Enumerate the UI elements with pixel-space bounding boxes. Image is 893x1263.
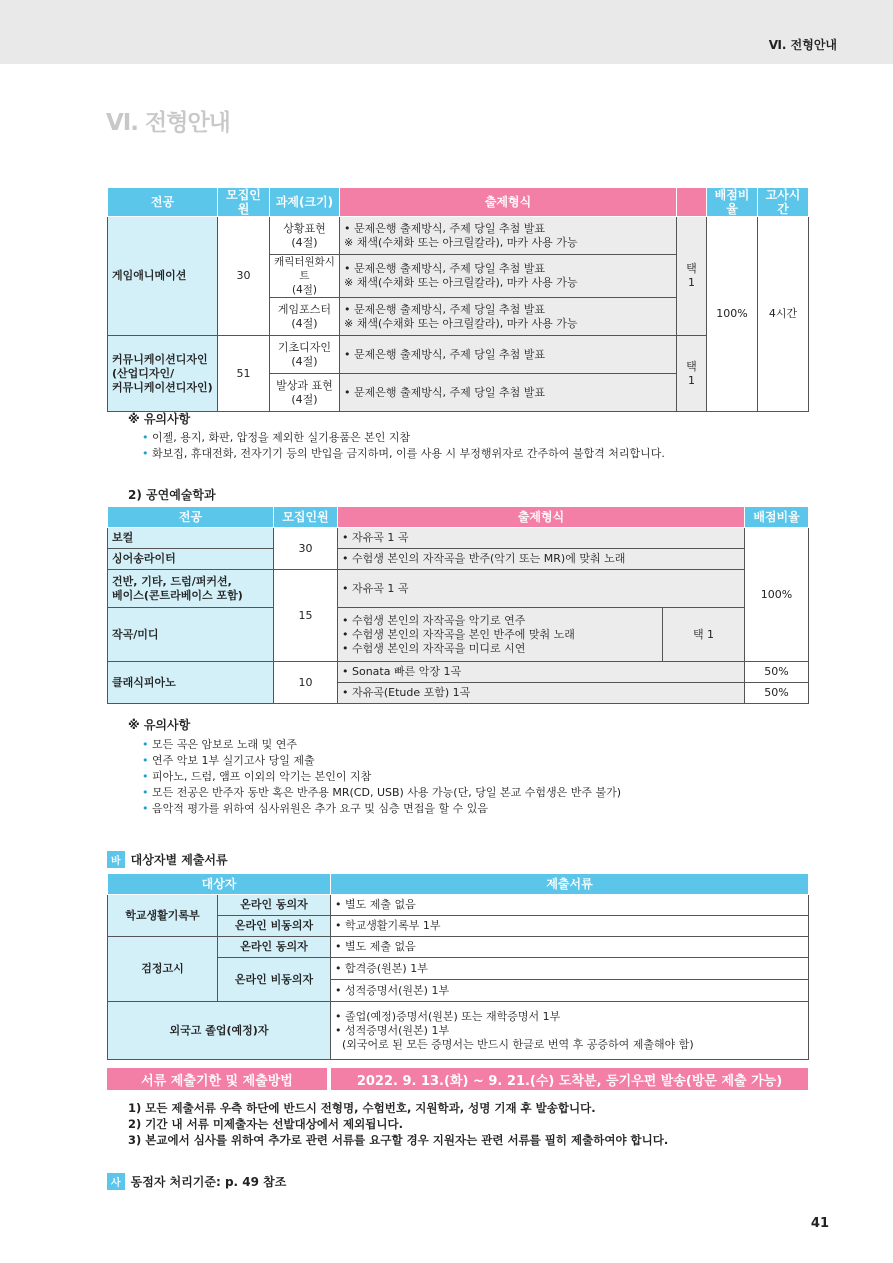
section-documents-heading — [107, 851, 228, 868]
note-item: • 피아노, 드럼, 앰프 이외의 악기는 본인이 지참 — [142, 769, 621, 785]
target-ged: 검정고시 — [108, 937, 218, 1002]
task-name: 기초디자인 (4절) — [270, 336, 340, 374]
section-title: 2) 공연예술학과 — [128, 488, 216, 502]
task-name: 캐릭터원화시트 (4절) — [270, 255, 340, 298]
note-item: • 화보집, 휴대전화, 전자기기 등의 반입을 금지하며, 이를 사용 시 부정행위자로 간주하여 불합격 처리합니다. — [142, 446, 665, 462]
docs-none: • 별도 제출 없음 — [331, 895, 809, 916]
choice-compose: 택 1 — [663, 608, 745, 662]
task-format: • 문제은행 출제방식, 주제 당일 추첨 발표 ※ 채색(수채화 또는 아크릴칼라), 마카 사용 가능 — [340, 298, 677, 336]
format-piano-2: • 자유곡(Etude 포함) 1곡 — [338, 683, 745, 704]
online-disagree: 온라인 비동의자 — [218, 958, 331, 1002]
note-item: • 모든 곡은 암보로 노래 및 연주 — [142, 737, 621, 753]
major-singer: 싱어송라이터 — [108, 549, 274, 570]
online-disagree: 온라인 비동의자 — [218, 916, 331, 937]
page-title: Ⅵ. 전형안내 — [106, 110, 230, 136]
notes2-title: ※ 유의사항 — [128, 718, 191, 732]
header-docs: 제출서류 — [331, 874, 809, 895]
task-name: 발상과 표현 (4절) — [270, 374, 340, 412]
header-major: 전공 — [108, 507, 274, 528]
header-ratio: 배점비율 — [707, 188, 758, 217]
header-task: 과제(크기) — [270, 188, 340, 217]
format-band: • 자유곡 1 곡 — [338, 570, 745, 608]
task-name: 게임포스터 (4절) — [270, 298, 340, 336]
art-exam-table — [107, 187, 809, 412]
major-compose: 작곡/미디 — [108, 608, 274, 662]
quota-game: 30 — [218, 217, 270, 336]
performing-arts-table — [107, 506, 809, 704]
section-tie-heading — [107, 1173, 286, 1190]
section-badge: 사 — [107, 1173, 125, 1190]
header-quota: 모집인원 — [218, 188, 270, 217]
submit-note: 2) 기간 내 서류 미제출자는 선발대상에서 제외됩니다. — [128, 1117, 403, 1131]
major-vocal: 보컬 — [108, 528, 274, 549]
header-choice — [677, 188, 707, 217]
task-format: • 문제은행 출제방식, 주제 당일 추첨 발표 — [340, 374, 677, 412]
major-communication-design: 커뮤니케이션디자인 (산업디자인/ 커뮤니케이션디자인) — [108, 336, 218, 412]
header-format: 출제형식 — [338, 507, 745, 528]
ratio-100: 100% — [745, 528, 809, 662]
deadline-bar — [107, 1068, 808, 1090]
format-singer: • 수험생 본인의 자작곡을 반주(악기 또는 MR)에 맞춰 노래 — [338, 549, 745, 570]
header-time: 고사시간 — [758, 188, 809, 217]
major-band: 건반, 기타, 드럼/퍼커션, 베이스(콘트라베이스 포함) — [108, 570, 274, 608]
quota-15: 15 — [274, 570, 338, 662]
choice-game: 택 1 — [677, 217, 707, 336]
deadline-label: 서류 제출기한 및 제출방법 — [107, 1068, 327, 1090]
format-compose: • 수험생 본인의 자작곡을 악기로 연주 • 수험생 본인의 자작곡을 본인 반주에 맞춰 노래 • 수험생 본인의 자작곡을 미디로 시연 — [338, 608, 663, 662]
quota-30: 30 — [274, 528, 338, 570]
deadline-value: 2022. 9. 13.(화) ~ 9. 21.(수) 도착분, 등기우편 발송(방문 제출 가능) — [331, 1068, 808, 1090]
submit-notes — [128, 1100, 668, 1148]
major-game-animation: 게임애니메이션 — [108, 217, 218, 336]
target-foreign: 외국고 졸업(예정)자 — [108, 1002, 331, 1060]
docs-score: • 성적증명서(원본) 1부 — [331, 980, 809, 1002]
docs-record: • 학교생활기록부 1부 — [331, 916, 809, 937]
quota-design: 51 — [218, 336, 270, 412]
task-name: 상황표현 (4절) — [270, 217, 340, 255]
task-format: • 문제은행 출제방식, 주제 당일 추첨 발표 ※ 채색(수채화 또는 아크릴칼라), 마카 사용 가능 — [340, 255, 677, 298]
docs-pass: • 합격증(원본) 1부 — [331, 958, 809, 980]
submit-note: 3) 본교에서 심사를 위하여 추가로 관련 서류를 요구할 경우 지원자는 관련 서류를 필히 제출하여야 합니다. — [128, 1133, 669, 1147]
note-item: • 연주 악보 1부 실기고사 당일 제출 — [142, 753, 621, 769]
section-badge: 바 — [107, 851, 125, 868]
header-major: 전공 — [108, 188, 218, 217]
quota-10: 10 — [274, 662, 338, 704]
online-agree: 온라인 동의자 — [218, 895, 331, 916]
top-bar — [0, 0, 893, 64]
format-vocal: • 자유곡 1 곡 — [338, 528, 745, 549]
notes1-list — [142, 430, 665, 462]
header-quota: 모집인원 — [274, 507, 338, 528]
task-format: • 문제은행 출제방식, 주제 당일 추첨 발표 ※ 채색(수채화 또는 아크릴칼라), 마카 사용 가능 — [340, 217, 677, 255]
ratio-piano-1: 50% — [745, 662, 809, 683]
chapter-reference: Ⅵ. 전형안내 — [768, 38, 837, 52]
format-piano-1: • Sonata 빠른 악장 1곡 — [338, 662, 745, 683]
header-target: 대상자 — [108, 874, 331, 895]
note-item: • 이젤, 용지, 화판, 압정을 제외한 실기용품은 본인 지참 — [142, 430, 665, 446]
notes2-list — [142, 737, 621, 817]
docs-none: • 별도 제출 없음 — [331, 937, 809, 958]
documents-table — [107, 873, 809, 1060]
ratio-piano-2: 50% — [745, 683, 809, 704]
target-school-record: 학교생활기록부 — [108, 895, 218, 937]
docs-foreign: • 졸업(예정)증명서(원본) 또는 재학증명서 1부 • 성적증명서(원본) 1부 (외국어로 된 모든 증명서는 반드시 한글로 번역 후 공증하여 제출해야 함) — [331, 1002, 809, 1060]
header-ratio: 배점비율 — [745, 507, 809, 528]
section-title: 대상자별 제출서류 — [130, 853, 228, 867]
task-format: • 문제은행 출제방식, 주제 당일 추첨 발표 — [340, 336, 677, 374]
note-item: • 음악적 평가를 위하여 심사위원은 추가 요구 및 심층 면접을 할 수 있음 — [142, 801, 621, 817]
note-item: • 모든 전공은 반주자 동반 혹은 반주용 MR(CD, USB) 사용 가능(단, 당일 본교 수험생은 반주 불가) — [142, 785, 621, 801]
notes1-title: ※ 유의사항 — [128, 412, 191, 426]
time-art: 4시간 — [758, 217, 809, 412]
choice-design: 택 1 — [677, 336, 707, 412]
page-number: 41 — [810, 1216, 829, 1231]
section-title: 동점자 처리기준: p. 49 참조 — [130, 1175, 287, 1189]
ratio-art: 100% — [707, 217, 758, 412]
submit-note: 1) 모든 제출서류 우측 하단에 반드시 전형명, 수험번호, 지원학과, 성명 기재 후 발송합니다. — [128, 1101, 596, 1115]
major-piano: 클래식피아노 — [108, 662, 274, 704]
online-agree: 온라인 동의자 — [218, 937, 331, 958]
header-format: 출제형식 — [340, 188, 677, 217]
